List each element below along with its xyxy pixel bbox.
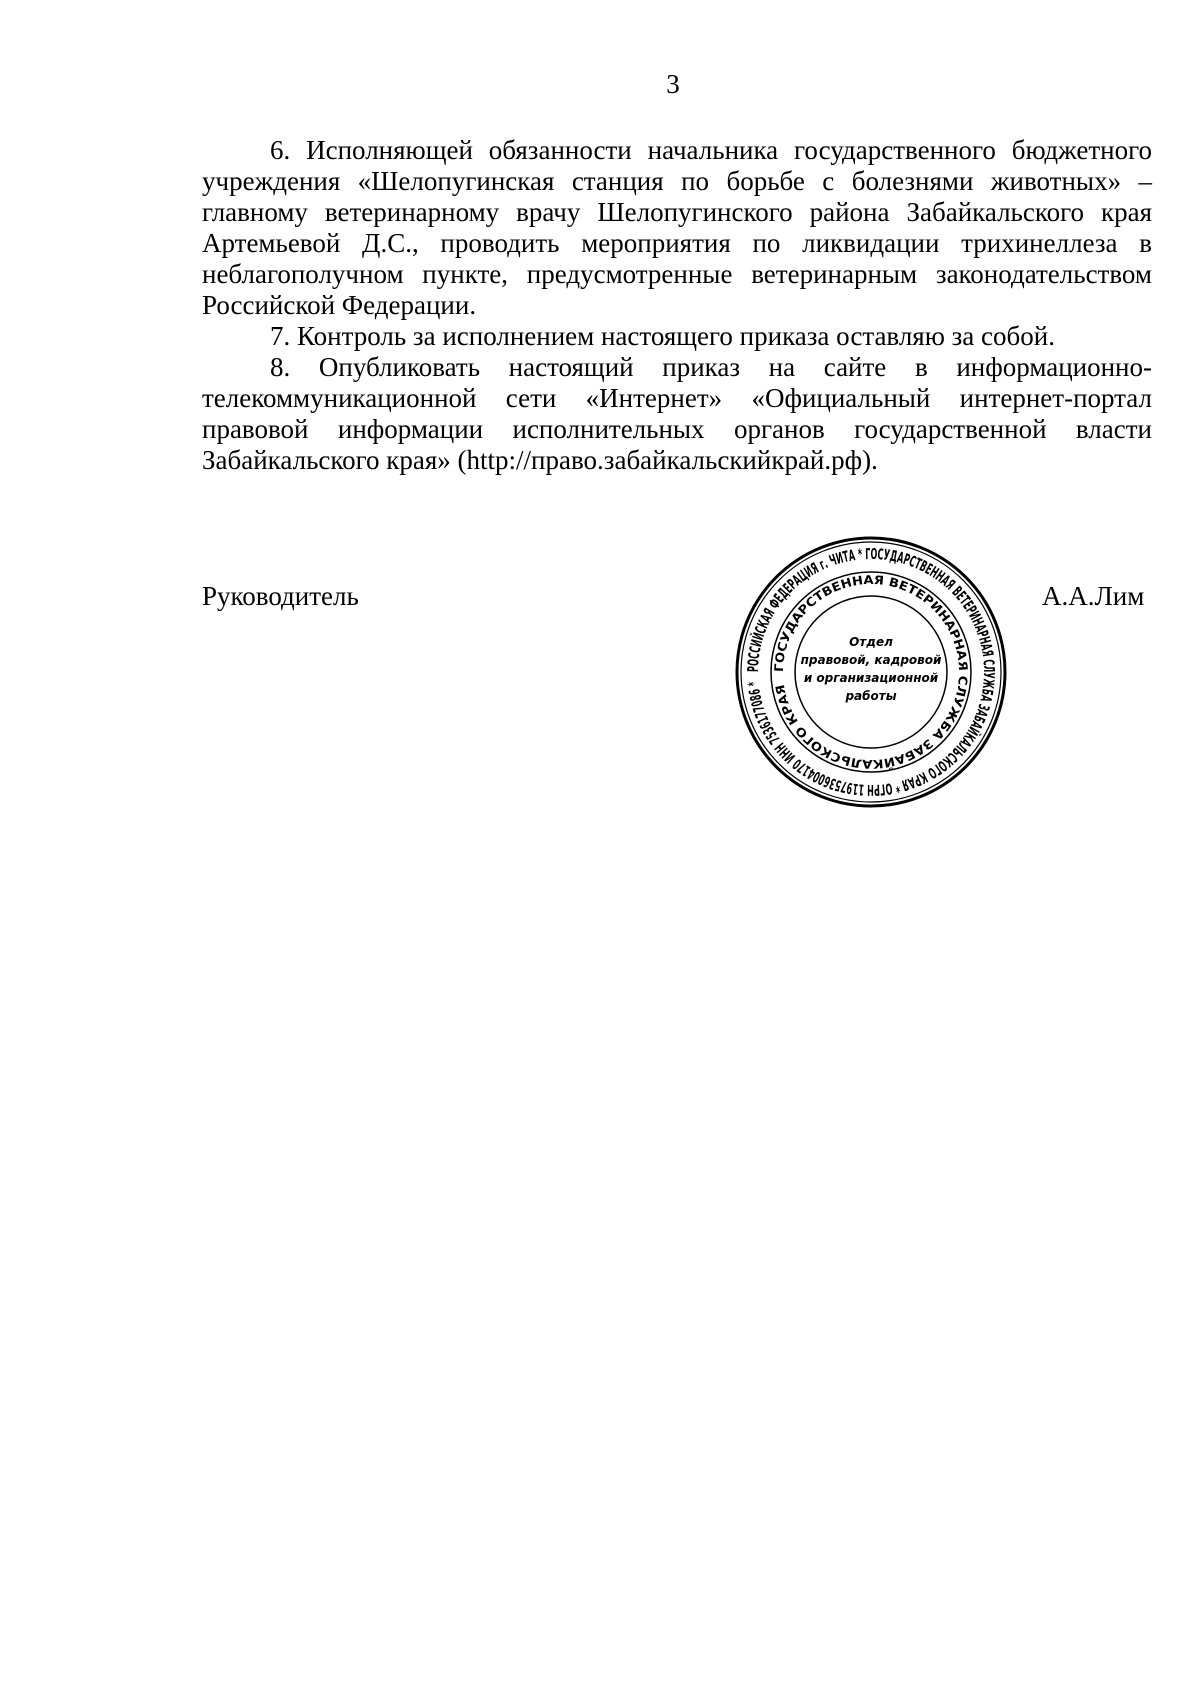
seal-outer-text: РОССИЙСКАЯ ФЕДЕРАЦИЯ г. ЧИТА * ГОСУДАРСТВЕННАЯ ВЕТЕРИНАРНАЯ СЛУЖБА ЗАБАЙКАЛЬСКОГО КРАЯ * ОГРН 1197536004170 ИНН 7536177086 * [743,544,999,800]
seal-center-line-3: и организационной [803,671,939,685]
signature-title: Руководитель [202,581,359,611]
seal-center-line-1: Отдел [849,635,893,649]
page-number: 3 [666,69,680,99]
paragraph-item-6: 6. Исполняющей обязанности начальника государственного бюджетного учреждения «Шелопугинская станция по борьбе с болезнями животных» – главному ветеринарному врачу Шелопугинского района Забайкальского края Артемьевой Д.С., проводить мероприятия по ликвидации трихинеллеза в неблагополучном пункте, предусмотренные ветеринарным законодательством Российской Федерации. [202,135,1152,320]
seal-inner-text: ГОСУДАРСТВЕННАЯ ВЕТЕРИНАРНАЯ СЛУЖБА ЗАБАЙКАЛЬСКОГО КРАЯ [771,572,971,772]
seal-center-line-2: правовой, кадровой [800,653,942,667]
seal-center-line-4: работы [845,689,897,703]
paragraph-item-8: 8. Опубликовать настоящий приказ на сайте в информационно-телекоммуникационной сети «Интернет» «Официальный интернет-портал правовой информации исполнительных органов государственной власти Забайкальского края» (http://право.забайкальскийкрай.рф). [202,352,1152,475]
official-seal [733,534,1009,810]
signature-name: А.А.Лим [1042,581,1145,611]
document-body [202,135,1152,476]
paragraph-item-7: 7. Контроль за исполнением настоящего приказа оставляю за собой. [270,321,1055,351]
